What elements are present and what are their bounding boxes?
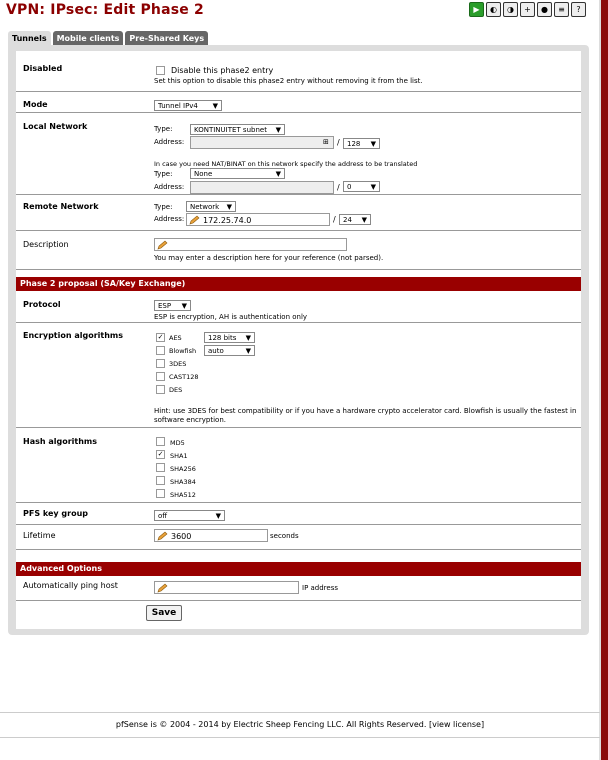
local-network-label: Local Network [23,122,88,131]
local-mask-select[interactable]: 128 ▼ [343,138,380,149]
sha256-label: SHA256 [170,465,196,473]
status-icon[interactable]: ◐ [486,2,501,17]
remote-mask-select[interactable]: 24 ▼ [339,214,371,225]
save-button[interactable]: Save [146,605,182,621]
local-nat-address-input[interactable] [190,181,334,194]
row-encryption [16,322,581,428]
sha384-checkbox[interactable] [156,476,165,485]
add-icon[interactable]: + [520,2,535,17]
local-nat-slash: / [337,183,340,192]
des-label: DES [169,386,183,394]
local-nat-mask-select[interactable]: 0 ▼ [343,181,380,192]
protocol-hint: ESP is encryption, AH is authentication only [154,313,308,321]
remote-slash: / [333,215,336,224]
aes-label: AES [169,334,182,342]
row-description [16,230,581,270]
remote-address-value: 172.25.74.0 [203,216,252,225]
sha1-checkbox[interactable]: ✓ [157,450,164,458]
play-icon[interactable]: ▶ [469,2,484,17]
pencil-icon [157,531,168,541]
row-ping-host [16,576,581,601]
sha384-label: SHA384 [170,478,196,486]
row-disabled [16,51,581,92]
3des-checkbox[interactable] [156,359,165,368]
sha512-label: SHA512 [170,491,196,499]
row-protocol [16,291,581,323]
row-mode [16,91,581,113]
description-hint: You may enter a description here for your reference (not parsed). [154,254,384,262]
lifetime-unit: seconds [270,532,299,540]
blowfish-checkbox[interactable] [156,346,165,355]
encryption-hint: Hint: use 3DES for best compatibility or if you have a hardware crypto accelerator card. Blowfish is usually the fastest in software encryption. [154,407,577,424]
md5-label: MD5 [170,439,185,447]
sha1-label: SHA1 [170,452,188,460]
protocol-select[interactable]: ESP ▼ [154,300,191,311]
tab-pre-shared-keys[interactable]: Pre-Shared Keys [125,31,208,46]
page-title: VPN: IPsec: Edit Phase 2 [6,2,204,18]
pfs-select[interactable]: off ▼ [154,510,225,521]
remote-network-label: Remote Network [23,202,99,211]
protocol-label: Protocol [23,300,61,309]
remote-address-input[interactable] [186,213,330,226]
tab-tunnels[interactable]: Tunnels [8,31,51,48]
advanced-section-header: Advanced Options [16,562,581,576]
disabled-check-label: Disable this phase2 entry [171,66,274,75]
tab-mobile-clients[interactable]: Mobile clients [53,31,124,46]
3des-label: 3DES [169,360,187,368]
disabled-label: Disabled [23,64,63,73]
mode-label: Mode [23,100,48,109]
local-type-label: Type: [154,125,173,133]
pfs-label: PFS key group [23,509,88,518]
lifetime-value: 3600 [171,532,192,541]
page-border [601,0,608,760]
mode-select[interactable]: Tunnel IPv4 ▼ [154,100,222,111]
local-nat-type-select[interactable]: None ▼ [190,168,285,179]
ping-host-label: Automatically ping host [23,581,118,590]
md5-checkbox[interactable] [156,437,165,446]
lifetime-input[interactable] [154,529,268,542]
remote-type-label: Type: [154,203,173,211]
pencil-icon [157,240,168,250]
description-label: Description [23,240,69,249]
log-icon[interactable]: ◑ [503,2,518,17]
cast128-label: CAST128 [169,373,199,381]
local-slash: / [337,138,340,147]
description-input[interactable] [154,238,347,251]
question-icon[interactable]: ? [571,2,586,17]
local-nat-note: In case you need NAT/BINAT on this network specify the address to be translated [154,160,418,168]
sha256-checkbox[interactable] [156,463,165,472]
ping-host-unit: IP address [302,584,339,592]
aes-checkbox[interactable]: ✓ [157,333,164,341]
local-nat-type-label: Type: [154,170,173,178]
row-lifetime [16,524,581,550]
blowfish-label: Blowfish [169,347,197,355]
row-remote-network [16,194,581,231]
pencil-icon [157,583,168,593]
toolbar [469,2,586,17]
lifetime-label: Lifetime [23,531,56,540]
blowfish-bits-select[interactable]: auto ▼ [204,345,255,356]
local-address-icon: ⊞ [323,138,329,146]
encryption-label: Encryption algorithms [23,331,123,340]
row-local-network [16,112,581,195]
disabled-checkbox[interactable] [156,66,165,75]
help-icon[interactable]: ● [537,2,552,17]
local-type-select[interactable]: KONTINUITET subnet ▼ [190,124,285,135]
main-panel [8,45,589,635]
footer: pfSense is © 2004 - 2014 by Electric Sheep Fencing LLC. All Rights Reserved. [view license] [0,712,600,738]
pencil-icon [189,215,200,225]
list-icon[interactable]: ≡ [554,2,569,17]
ping-host-input[interactable] [154,581,299,594]
local-address-input[interactable] [190,136,334,149]
hash-label: Hash algorithms [23,437,98,446]
row-pfs [16,502,581,525]
aes-bits-select[interactable]: 128 bits ▼ [204,332,255,343]
cast128-checkbox[interactable] [156,372,165,381]
row-hash [16,427,581,503]
local-nat-address-label: Address: [154,183,185,191]
remote-type-select[interactable]: Network ▼ [186,201,236,212]
local-address-label: Address: [154,138,185,146]
form-body [16,51,581,629]
remote-address-label: Address: [154,215,185,223]
sha512-checkbox[interactable] [156,489,165,498]
phase2-section-header: Phase 2 proposal (SA/Key Exchange) [16,277,581,291]
disabled-hint: Set this option to disable this phase2 entry without removing it from the list. [154,77,423,85]
des-checkbox[interactable] [156,385,165,394]
